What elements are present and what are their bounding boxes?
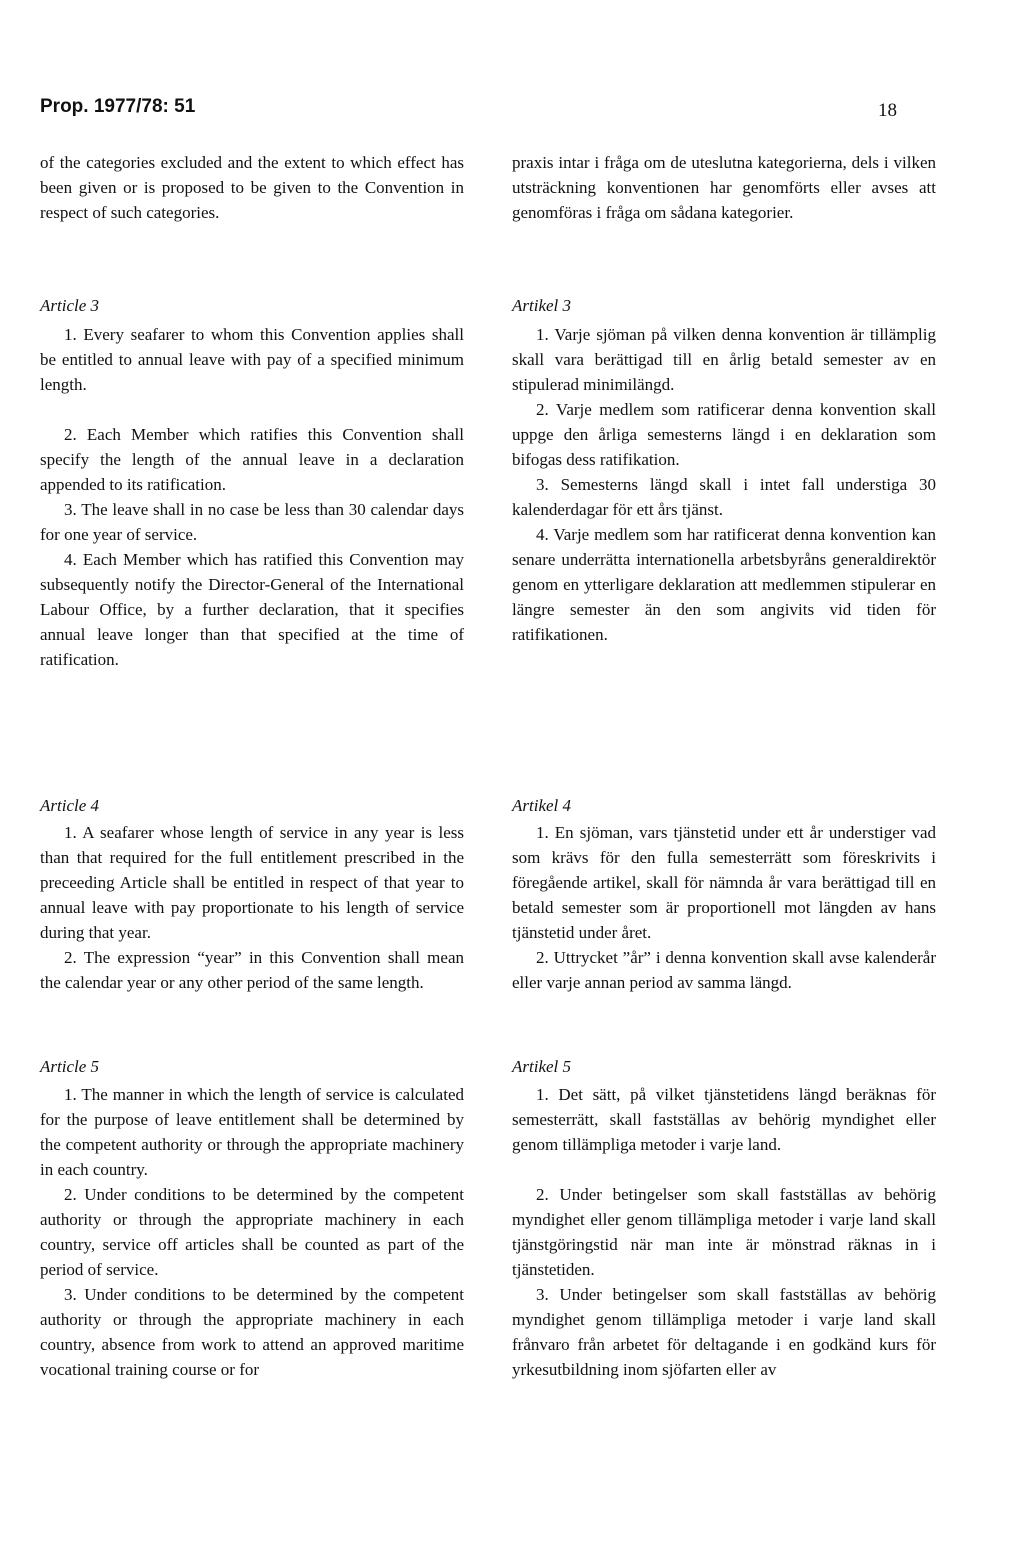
article5-sv-para-3: 3. Under betingelser som skall fastställas av behörig myndighet genom tillämpliga metoder i varje land skall frånvaro från arbetet för deltagande i en godkänd kurs för yrkesutbildning inom sjöfarten eller av (512, 1285, 936, 1379)
article3-en (40, 322, 464, 672)
article4-en (40, 820, 464, 995)
article4-sv (512, 820, 936, 995)
article3-en-para-3: 3. The leave shall in no case be less than 30 calendar days for one year of service. (40, 500, 464, 544)
article3-en-para-2: 2. Each Member which ratifies this Convention shall specify the length of the annual leave in a declaration appended to its ratification. (40, 425, 464, 494)
article3-sv-para-4: 4. Varje medlem som har ratificerat denna konvention kan senare underrätta internationella arbetsbyråns generaldirektör genom en ytterligare deklaration att medlemmen stipulerar en längre semester än den som angivits vid tiden för ratifikationen. (512, 525, 936, 644)
article5-en (40, 1082, 464, 1382)
intro-en-text: of the categories excluded and the extent to which effect has been given or is proposed to be given to the Convention in respect of such categories. (40, 153, 464, 222)
article5-en-para-3: 3. Under conditions to be determined by the competent authority or through the appropriate machinery in each country, absence from work to attend an approved maritime vocational training course or for (40, 1285, 464, 1379)
article3-heading-sv: Artikel 3 (512, 296, 572, 315)
article5-sv (512, 1082, 936, 1382)
article5-heading-sv: Artikel 5 (512, 1057, 572, 1076)
intro-sv (512, 150, 936, 225)
intro-en (40, 150, 464, 225)
article5-sv-para-2: 2. Under betingelser som skall fastställas av behörig myndighet eller genom tillämpliga metoder i varje land skall tjänstgöringstid när man inte är mönstrad räknas in i tjänstetiden. (512, 1185, 936, 1279)
article4-sv-para-1: 1. En sjöman, vars tjänstetid under ett år understiger vad som krävs för den fulla semesterrätt som föreskrivits i föregående artikel, skall för nämnda år vara berättigad till en betald semester som är proportionell mot längden av hans tjänstetid under året. (512, 823, 936, 942)
article4-en-para-2: 2. The expression “year” in this Convention shall mean the calendar year or any other period of the same length. (40, 948, 464, 992)
article3-sv (512, 322, 936, 647)
article4-en-para-1: 1. A seafarer whose length of service in any year is less than that required for the full entitlement prescribed in the preceeding Article shall be entitled in respect of that year to annual leave with pay proportionate to his length of service during that year. (40, 823, 464, 942)
intro-sv-text: praxis intar i fråga om de uteslutna kategorierna, dels i vilken utsträckning konventionen har genomförts eller avses att genomföras i fråga om sådana kategorier. (512, 153, 936, 222)
article3-sv-para-2: 2. Varje medlem som ratificerar denna konvention skall uppge den årliga semesterns längd i en deklaration som bifogas dess ratifikation. (512, 400, 936, 469)
article4-heading-en: Article 4 (40, 796, 100, 815)
article3-en-para-1: 1. Every seafarer to whom this Convention applies shall be entitled to annual leave with pay of a specified minimum length. (40, 325, 464, 394)
article3-sv-para-3: 3. Semesterns längd skall i intet fall understiga 30 kalenderdagar för ett års tjänst. (512, 475, 936, 519)
article5-en-para-1: 1. The manner in which the length of service is calculated for the purpose of leave entitlement shall be determined by the competent authority or through the appropriate machinery in each country. (40, 1085, 464, 1179)
article3-en-para-4: 4. Each Member which has ratified this Convention may subsequently notify the Director-General of the International Labour Office, by a further declaration, that it specifies annual leave longer than that specified at the time of ratification. (40, 550, 464, 669)
article4-heading-sv: Artikel 4 (512, 796, 572, 815)
article5-heading-en: Article 5 (40, 1057, 100, 1076)
article4-sv-para-2: 2. Uttrycket ”år” i denna konvention skall avse kalenderår eller varje annan period av samma längd. (512, 948, 936, 992)
article5-sv-para-1: 1. Det sätt, på vilket tjänstetidens längd beräknas för semesterrätt, skall fastställas av behörig myndighet eller genom tillämpliga metoder i varje land. (512, 1085, 936, 1154)
article5-en-para-2: 2. Under conditions to be determined by the competent authority or through the appropriate machinery in each country, service off articles shall be counted as part of the period of service. (40, 1185, 464, 1279)
page-header-ref: Prop. 1977/78: 51 (40, 96, 196, 117)
article3-heading-en: Article 3 (40, 296, 100, 315)
article3-sv-para-1: 1. Varje sjöman på vilken denna konvention är tillämplig skall vara berättigad till en årlig betald semester av en stipulerad minimilängd. (512, 325, 936, 394)
page-number: 18 (878, 100, 897, 121)
